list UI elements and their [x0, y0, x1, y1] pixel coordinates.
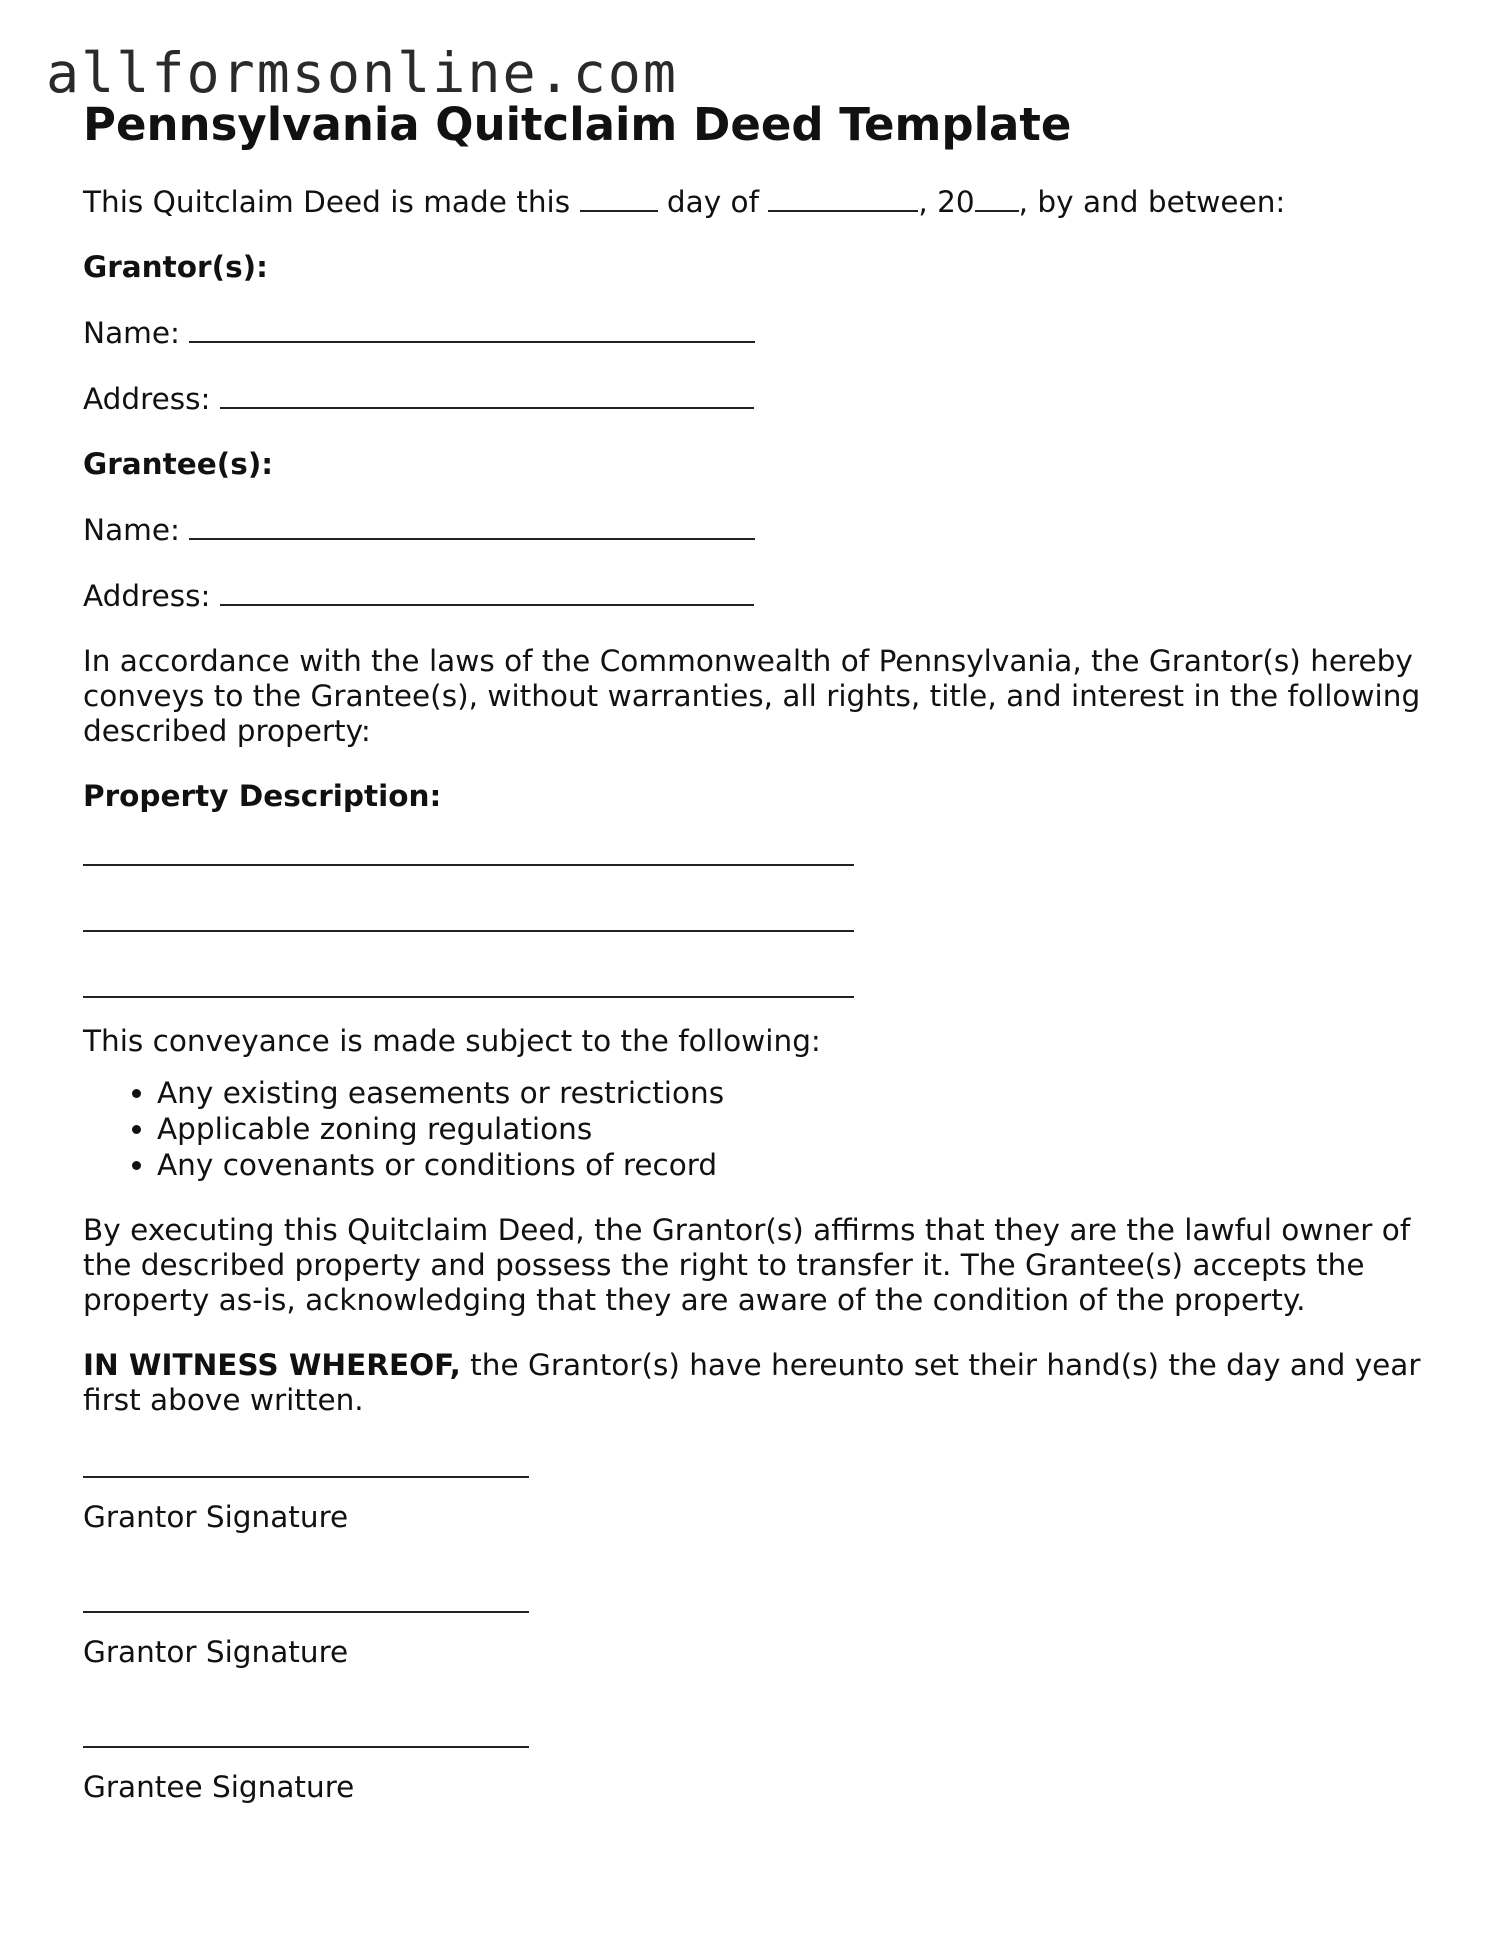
property-description-heading: Property Description:: [83, 779, 442, 813]
list-item: • Any existing easements or restrictions: [157, 1075, 1453, 1111]
grantor-address-field[interactable]: [220, 381, 754, 409]
grantor-signature-line-2[interactable]: [83, 1581, 529, 1613]
grantee-name-row: [83, 512, 1453, 548]
grantee-address-label: Address:: [83, 579, 211, 613]
grantee-address-row: [83, 578, 1453, 614]
intro-by-and-between: , by and between:: [1018, 185, 1286, 219]
witness-text: the Grantor(s) have hereunto set their hand(s) the day and year first above written.: [83, 1348, 1421, 1417]
property-description-line[interactable]: [83, 834, 854, 866]
grantee-name-field[interactable]: [189, 512, 755, 540]
grantee-signature-line[interactable]: [83, 1716, 529, 1748]
grantee-address-field[interactable]: [220, 578, 754, 606]
grantor-name-label: Name:: [83, 316, 180, 350]
grantee-signature-label: Grantee Signature: [83, 1770, 355, 1804]
deed-document: [83, 98, 1453, 1805]
year-blank[interactable]: [975, 182, 1019, 212]
day-blank[interactable]: [580, 182, 658, 212]
grantor-signature-line[interactable]: [83, 1446, 529, 1478]
grantee-heading: Grantee(s):: [83, 447, 274, 481]
site-watermark: allformsonline.com: [46, 41, 679, 105]
property-description-line[interactable]: [83, 900, 854, 932]
grantor-address-row: [83, 381, 1453, 417]
grantor-name-row: [83, 315, 1453, 351]
list-item: • Applicable zoning regulations: [157, 1111, 1453, 1147]
property-description-lines: [83, 834, 1453, 998]
month-blank[interactable]: [768, 182, 918, 212]
intro-day-of: day of: [666, 185, 759, 219]
intro-line: [83, 182, 1453, 220]
list-item: • Any covenants or conditions of record: [157, 1147, 1453, 1183]
intro-year-prefix: , 20: [918, 185, 975, 219]
witness-paragraph: [83, 1348, 1453, 1418]
witness-bold: IN WITNESS WHEREOF,: [83, 1348, 461, 1382]
subject-to-intro: This conveyance is made subject to the following:: [83, 1024, 821, 1058]
intro-made-this: This Quitclaim Deed is made this: [83, 185, 571, 219]
affirmation-paragraph: By executing this Quitclaim Deed, the Grantor(s) affirms that they are the lawful owner of the described property and possess the right to transfer it. The Grantee(s) accepts the property as-is, acknowledging that they are aware of the condition of the property.: [83, 1213, 1411, 1317]
signature-block: [83, 1446, 1453, 1805]
grantor-heading: Grantor(s):: [83, 250, 268, 284]
grantee-name-label: Name:: [83, 513, 180, 547]
grantor-address-label: Address:: [83, 382, 211, 416]
grantor-signature-label: Grantor Signature: [83, 1500, 349, 1534]
grantor-signature-label-2: Grantor Signature: [83, 1635, 349, 1669]
property-description-line[interactable]: [83, 966, 854, 998]
page-title: Pennsylvania Quitclaim Deed Template: [83, 98, 1072, 151]
conveyance-paragraph: In accordance with the laws of the Commonwealth of Pennsylvania, the Grantor(s) hereby conveys to the Grantee(s), without warranties, all rights, title, and interest in the following described property:: [83, 644, 1421, 748]
grantor-name-field[interactable]: [189, 315, 755, 343]
conditions-list: [83, 1075, 1453, 1183]
